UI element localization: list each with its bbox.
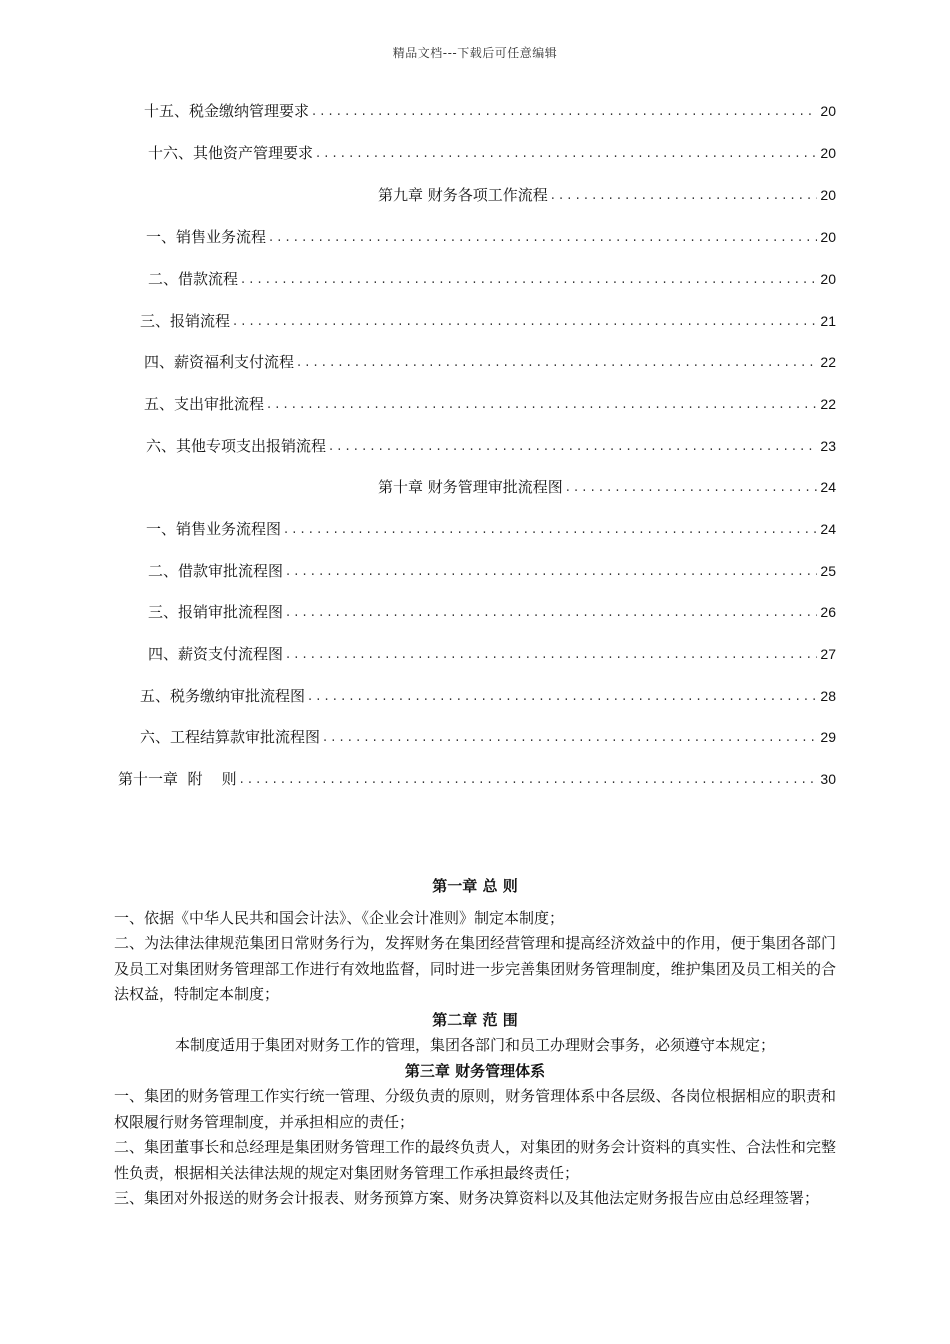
chapter-2-title: 第二章 范 围 — [432, 1010, 518, 1029]
toc-dot-leader — [267, 395, 817, 415]
toc-entry[interactable] — [148, 601, 836, 623]
toc-page-number: 20 — [820, 187, 836, 203]
toc-entry-label: 一、销售业务流程 — [146, 228, 267, 246]
toc-dot-leader — [566, 478, 818, 498]
toc-page-number: 27 — [820, 646, 836, 662]
toc-dot-leader — [551, 186, 818, 206]
toc-page-number: 28 — [820, 688, 836, 704]
toc-page-number: 21 — [820, 313, 836, 329]
toc-page-number: 24 — [820, 479, 836, 495]
toc-page-number: 20 — [820, 103, 836, 119]
toc-page-number: 22 — [820, 354, 836, 370]
toc-entry-label: 五、税务缴纳审批流程图 — [140, 687, 306, 705]
toc-entry-chapter[interactable] — [378, 184, 836, 206]
chapter-3-paragraph-3: 三、集团对外报送的财务会计报表、财务预算方案、财务决算资料以及其他法定财务报告应由总经理签署； — [114, 1189, 820, 1207]
toc-page-number: 20 — [820, 229, 836, 245]
toc-dot-leader — [323, 728, 817, 748]
toc-entry[interactable] — [148, 268, 836, 290]
toc-dot-leader — [233, 312, 817, 332]
toc-entry[interactable] — [140, 726, 836, 748]
toc-dot-leader — [286, 562, 817, 582]
toc-entry-label: 四、薪资支付流程图 — [148, 645, 284, 663]
chapter-3-paragraph-2: 二、集团董事长和总经理是集团财务管理工作的最终负责人，对集团的财务会计资料的真实性、合法性和完整性负责，根据相关法律法规的规定对集团财务管理工作承担最终责任； — [114, 1138, 836, 1182]
toc-dot-leader — [329, 437, 817, 457]
toc-entry[interactable] — [140, 685, 836, 707]
toc-page-number: 24 — [820, 521, 836, 537]
toc-dot-leader — [269, 228, 817, 248]
chapter-1-paragraph-2: 二、为法律法律规范集团日常财务行为，发挥财务在集团经营管理和提高经济效益中的作用，便于集团各部门及员工对集团财务管理部工作进行有效地监督，同时进一步完善集团财务管理制度，维护集团及员工相关的合法权益，特制定本制度； — [114, 934, 836, 1003]
toc-page-number: 30 — [820, 771, 836, 787]
toc-entry-label: 四、薪资福利支付流程 — [144, 353, 295, 371]
toc-entry[interactable] — [144, 351, 836, 373]
toc-entry-label: 五、支出审批流程 — [144, 395, 265, 413]
toc-dot-leader — [312, 102, 817, 122]
document-body — [114, 874, 836, 1212]
toc-dot-leader — [297, 353, 817, 373]
toc-entry-label: 第十章 财务管理审批流程图 — [378, 478, 563, 496]
toc-entry-label: 十六、其他资产管理要求 — [148, 144, 314, 162]
toc-entry[interactable] — [144, 100, 836, 122]
toc-page-number: 29 — [820, 729, 836, 745]
toc-entry[interactable] — [148, 643, 836, 665]
toc-page-number: 26 — [820, 604, 836, 620]
chapter-2-paragraph-1: 本制度适用于集团对财务工作的管理，集团各部门和员工办理财会事务，必须遵守本规定； — [174, 1036, 775, 1054]
toc-page-number: 22 — [820, 396, 836, 412]
toc-entry-label: 第九章 财务各项工作流程 — [378, 186, 548, 204]
toc-entry[interactable] — [148, 560, 836, 582]
toc-entry-label: 六、其他专项支出报销流程 — [146, 437, 327, 455]
toc-dot-leader — [241, 270, 817, 290]
toc-dot-leader — [240, 770, 818, 790]
toc-entry-label: 三、报销审批流程图 — [148, 603, 284, 621]
toc-entry[interactable] — [146, 518, 836, 540]
toc-entry[interactable] — [140, 310, 836, 332]
chapter-1-paragraph-1: 一、依据《中华人民共和国会计法》、《企业会计准则》制定本制度； — [114, 908, 565, 927]
toc-page-number: 20 — [820, 271, 836, 287]
toc-page-number: 20 — [820, 145, 836, 161]
toc-entry-label: 三、报销流程 — [140, 312, 231, 330]
toc-entry-label: 第十一章 附 则 — [118, 770, 237, 788]
toc-entry-chapter[interactable] — [118, 768, 836, 790]
toc-entry-label: 二、借款审批流程图 — [148, 562, 284, 580]
toc-entry-label: 六、工程结算款审批流程图 — [140, 728, 321, 746]
toc-page-number: 25 — [820, 563, 836, 579]
chapter-1-title: 第一章 总 则 — [432, 877, 518, 895]
toc-entry[interactable] — [146, 435, 836, 457]
toc-entry-label: 十五、税金缴纳管理要求 — [144, 102, 310, 120]
toc-entry-label: 二、借款流程 — [148, 270, 239, 288]
toc-dot-leader — [316, 144, 817, 164]
chapter-3-title: 第三章 财务管理体系 — [404, 1061, 546, 1080]
toc-entry-chapter[interactable] — [378, 476, 836, 498]
toc-dot-leader — [284, 520, 817, 540]
toc-dot-leader — [286, 603, 817, 623]
toc-dot-leader — [308, 687, 817, 707]
chapter-3-paragraph-1: 一、集团的财务管理工作实行统一管理、分级负责的原则，财务管理体系中各层级、各岗位根据相应的职责和权限履行财务管理制度，并承担相应的责任； — [114, 1087, 836, 1131]
toc-entry[interactable] — [146, 226, 836, 248]
toc-entry[interactable] — [144, 393, 836, 415]
toc-dot-leader — [286, 645, 817, 665]
page-header: 精品文档---下载后可任意编辑 — [392, 46, 558, 60]
toc-page-number: 23 — [820, 438, 836, 454]
toc-entry[interactable] — [148, 142, 836, 164]
toc-entry-label: 一、销售业务流程图 — [146, 520, 282, 538]
